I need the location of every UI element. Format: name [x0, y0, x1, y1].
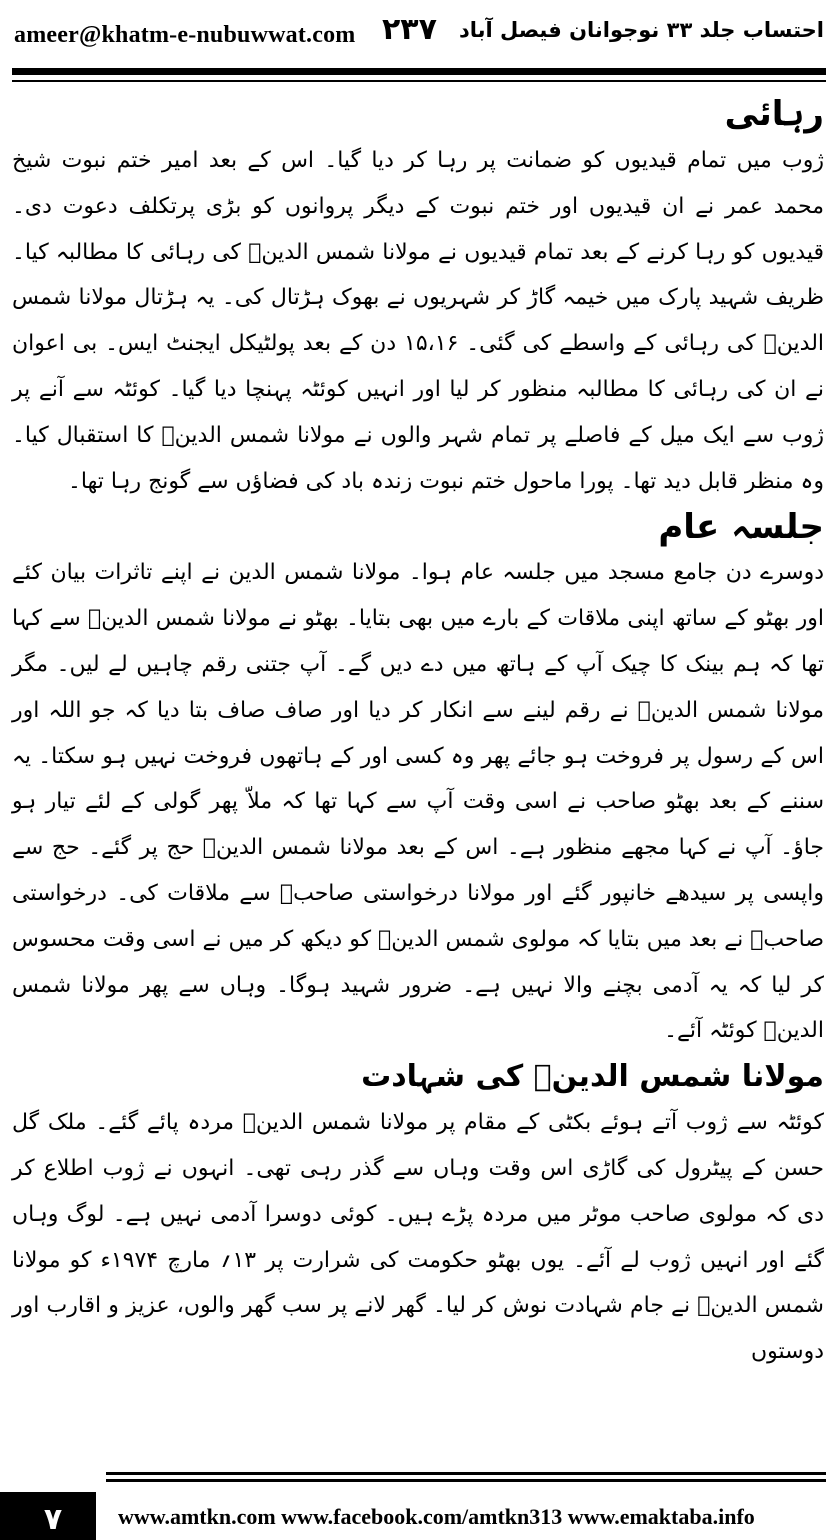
footer-page-number: ۷ [43, 1502, 63, 1537]
header-rule-thin [12, 80, 826, 82]
section-heading-release: رہائی [724, 94, 824, 134]
section-text-martyrdom: کوئٹہ سے ژوب آتے ہوئے بکٹی کے مقام پر مولانا شمس الدینؒ مردہ پائے گئے۔ ملک گل حسن کے پیٹرول کی گاڑی اس وقت وہاں سے گذر رہی تھی۔ انہوں نے ژوب اطلاع کر دی کہ مولوی صاحب موٹر میں مردہ پڑے ہیں۔ کوئی دوسرا آدمی نہیں ہے۔ لوگ وہاں گئے اور انہیں ژوب لے آئے۔ یوں بھٹو حکومت کی شرارت پر ۱۳؍ مارچ ۱۹۷۴ء کو مولانا شمس الدینؒ نے جام شہادت نوش کر لیا۔ گھر لانے پر سب گھر والوں، عزیز و اقارب اور دوستوں [12, 1110, 824, 1365]
page-footer [0, 1452, 840, 1540]
section-heading-martyrdom: مولانا شمس الدینؒ کی شہادت [361, 1059, 824, 1095]
header-email: ameer@khatm-e-nubuwwat.com [14, 22, 356, 48]
page-header [0, 0, 840, 72]
footer-links: www.amtkn.com www.facebook.com/amtkn313 www.emaktaba.info [118, 1504, 755, 1529]
journal-title: احتساب جلد ۳۳ نوجوانان فیصل آباد [458, 18, 824, 42]
footer-rule-top [106, 1472, 826, 1475]
section-heading-public-meeting: جلسہ عام [658, 507, 824, 548]
article-body [12, 84, 824, 1375]
footer-rule-bottom [106, 1479, 826, 1482]
header-page-number: ۲۳۷ [382, 12, 437, 47]
section-text-release: ژوب میں تمام قیدیوں کو ضمانت پر رہا کر دیا گیا۔ اس کے بعد امیر ختم نبوت شیخ محمد عمر نے ان قیدیوں اور ختم نبوت کے دیگر پروانوں کو بڑی پرتکلف دعوت دی۔ قیدیوں کو رہا کرنے کے بعد تمام قیدیوں نے مولانا شمس الدینؒ کی رہائی کا مطالبہ کیا۔ ظریف شہید پارک میں خیمہ گاڑ کر شہریوں نے بھوک ہڑتال کی۔ یہ ہڑتال مولانا شمس الدینؒ کی رہائی کے واسطے کی گئی۔ ۱۵،۱۶ دن کے بعد پولٹیکل ایجنٹ ایس۔ بی اعوان نے ان کی رہائی کا مطالبہ منظور کر لیا اور انہیں کوئٹہ پہنچا دیا گیا۔ کوئٹہ سے آنے پر ژوب سے ایک میل کے فاصلے پر تمام شہر والوں نے مولانا شمس الدینؒ کا استقبال کیا۔ وہ منظر قابل دید تھا۔ پورا ماحول ختم نبوت زندہ باد کی فضاؤں سے گونج رہا تھا۔ [12, 148, 825, 494]
section-text-public-meeting: دوسرے دن جامع مسجد میں جلسہ عام ہوا۔ مولانا شمس الدین نے اپنے تاثرات بیان کئے اور بھٹو کے ساتھ اپنی ملاقات کے بارے میں بھی بتایا۔ بھٹو نے مولانا شمس الدینؒ سے کہا تھا کہ ہم بینک کا چیک آپ کے ہاتھ میں دے دیں گے۔ آپ جتنی رقم چاہیں لے لیں۔ مگر مولانا شمس الدینؒ نے رقم لینے سے انکار کر دیا اور صاف صاف بتا دیا کہ جو اللہ اور اس کے رسول پر فروخت ہو جائے پھر وہ کسی اور کے ہاتھوں فروخت نہیں ہو سکتا۔ یہ سننے کے بعد بھٹو صاحب نے اسی وقت آپ سے کہا تھا کہ ملاّ پھر گولی کے لئے تیار ہو جاؤ۔ آپ نے کہا مجھے منظور ہے۔ اس کے بعد مولانا شمس الدینؒ حج پر گئے۔ حج سے واپسی پر سیدھے خانپور گئے اور مولانا درخواستی صاحبؒ سے ملاقات کی۔ درخواستی صاحبؒ نے بعد میں بتایا کہ مولوی شمس الدینؒ کو دیکھ کر میں نے اسی وقت محسوس کر لیا کہ یہ آدمی بچنے والا نہیں ہے۔ ضرور شہید ہوگا۔ وہاں سے پھر مولانا شمس الدینؒ کوئٹہ آئے۔ [12, 560, 824, 1044]
header-rule-thick [12, 68, 826, 75]
